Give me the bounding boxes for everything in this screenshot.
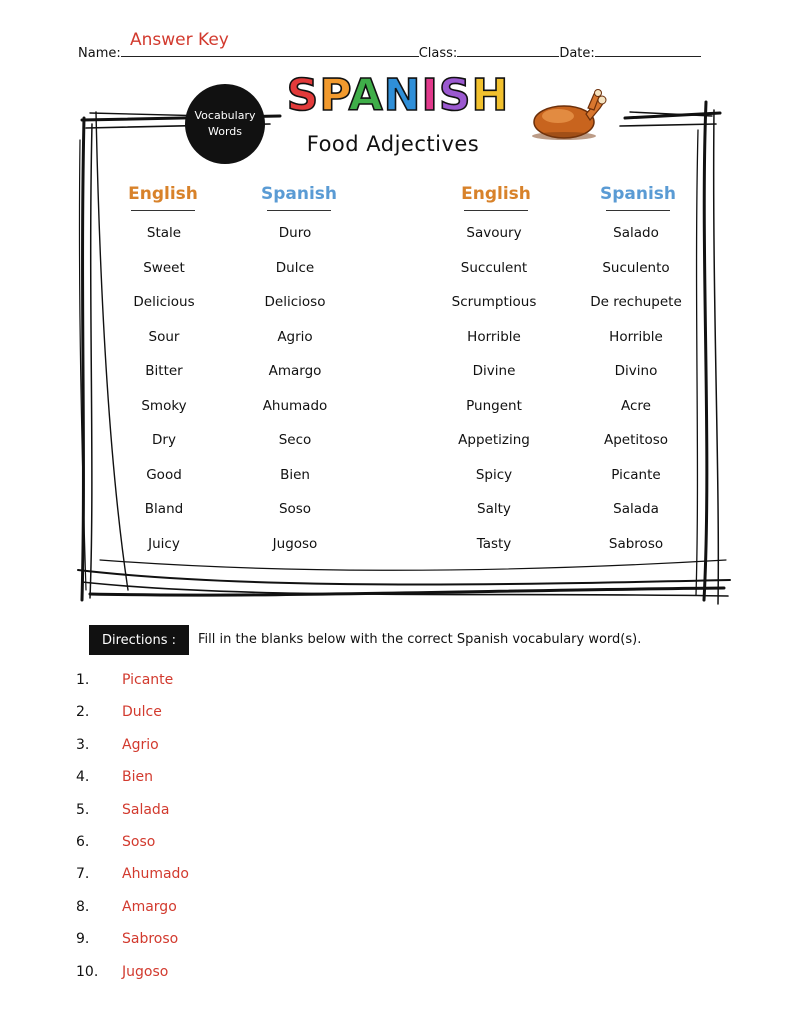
answer-row bbox=[76, 767, 189, 799]
vocab-word: Good bbox=[146, 466, 182, 483]
vocab-word: Duro bbox=[278, 225, 312, 241]
answer-row bbox=[76, 929, 189, 961]
vocab-word: Acre bbox=[621, 397, 651, 414]
answer-number: 4. bbox=[76, 769, 90, 786]
vocab-word: Ahumado bbox=[262, 397, 328, 414]
vocab-word: Jugoso bbox=[272, 535, 318, 552]
vocab-word: Succulent bbox=[460, 259, 528, 276]
vocab-word: Apetitoso bbox=[604, 432, 668, 448]
column-header-spanish-1: Spanish bbox=[260, 184, 338, 204]
vocab-word: Stale bbox=[146, 225, 182, 241]
date-label: Date: bbox=[559, 46, 595, 61]
column-header-spanish-2: Spanish bbox=[599, 184, 677, 204]
directions-label: Directions : bbox=[89, 625, 189, 655]
title-letter: S bbox=[438, 70, 472, 121]
vocab-word: Pungent bbox=[466, 397, 522, 414]
answer-row bbox=[76, 897, 189, 929]
answer-row bbox=[76, 800, 189, 832]
vocab-word: Horrible bbox=[467, 328, 521, 345]
answer-list bbox=[76, 670, 189, 994]
vocab-word: Bien bbox=[280, 466, 310, 483]
vocab-word: Salado bbox=[613, 225, 659, 241]
english-column-2 bbox=[429, 223, 559, 568]
answer-row bbox=[76, 962, 189, 994]
answer-word[interactable]: Bien bbox=[122, 769, 153, 786]
answer-word[interactable]: Dulce bbox=[122, 704, 162, 721]
spanish-column-2 bbox=[570, 223, 702, 568]
vocab-word: Salada bbox=[613, 501, 659, 517]
answer-key-label: Answer Key bbox=[130, 30, 229, 50]
title-letter: H bbox=[471, 70, 510, 121]
page-subtitle: Food Adjectives bbox=[306, 132, 480, 156]
answer-row bbox=[76, 832, 189, 864]
badge-line-1: Vocabulary bbox=[194, 109, 256, 122]
title-letter: I bbox=[421, 70, 439, 121]
page-title bbox=[278, 70, 518, 121]
class-label: Class: bbox=[418, 46, 458, 61]
vocab-word: Salty bbox=[477, 501, 511, 517]
answer-number: 5. bbox=[76, 801, 90, 818]
answer-word[interactable]: Ahumado bbox=[122, 866, 189, 883]
answer-number: 10. bbox=[76, 963, 99, 980]
vocab-word: Amargo bbox=[268, 363, 322, 379]
vocab-word: Suculento bbox=[602, 259, 670, 276]
answer-word[interactable]: Agrio bbox=[122, 736, 159, 753]
answer-word[interactable]: Sabroso bbox=[122, 931, 179, 948]
answer-number: 9. bbox=[76, 931, 90, 948]
vocab-word: Soso bbox=[278, 501, 312, 517]
title-letter: A bbox=[348, 70, 384, 121]
vocab-word: Bitter bbox=[145, 363, 183, 379]
column-header-english-2: English bbox=[461, 184, 531, 204]
title-letter: S bbox=[286, 70, 320, 121]
vocab-word: Horrible bbox=[609, 328, 663, 345]
vocab-word: Sabroso bbox=[608, 535, 664, 552]
directions-text: Fill in the blanks below with the correct Spanish vocabulary word(s). bbox=[198, 632, 642, 647]
vocab-word: Scrumptious bbox=[451, 294, 537, 310]
vocab-word: Tasty bbox=[476, 535, 512, 552]
answer-number: 6. bbox=[76, 833, 90, 850]
name-label: Name: bbox=[78, 46, 121, 61]
vocab-word: Delicioso bbox=[264, 294, 326, 310]
vocab-word: Sour bbox=[148, 328, 180, 345]
answer-number: 7. bbox=[76, 866, 90, 883]
column-underline bbox=[464, 210, 528, 211]
column-header-english-1: English bbox=[128, 184, 198, 204]
answer-row bbox=[76, 670, 189, 702]
roast-turkey-icon bbox=[528, 88, 608, 142]
vocab-word: Divino bbox=[614, 363, 658, 379]
answer-number: 3. bbox=[76, 736, 90, 753]
answer-word[interactable]: Jugoso bbox=[122, 963, 169, 980]
column-underline bbox=[606, 210, 670, 211]
title-letter: P bbox=[319, 70, 349, 121]
answer-row bbox=[76, 702, 189, 734]
spanish-column-1 bbox=[230, 223, 360, 568]
vocab-word: Picante bbox=[611, 466, 661, 483]
answer-word[interactable]: Salada bbox=[122, 801, 170, 818]
vocab-word: Appetizing bbox=[458, 432, 530, 448]
vocab-word: Smoky bbox=[141, 397, 187, 414]
answer-word[interactable]: Picante bbox=[122, 672, 174, 688]
vocab-word: Bland bbox=[144, 501, 184, 517]
vocab-word: Spicy bbox=[475, 466, 513, 483]
answer-row bbox=[76, 864, 189, 896]
vocab-word: Juicy bbox=[148, 535, 180, 552]
vocab-word: Delicious bbox=[133, 294, 195, 310]
english-column-1 bbox=[99, 223, 229, 568]
badge-line-2: Words bbox=[207, 125, 242, 138]
answer-word[interactable]: Soso bbox=[122, 833, 156, 850]
vocabulary-words-badge bbox=[185, 84, 265, 164]
answer-number: 2. bbox=[76, 704, 90, 721]
vocab-word: Agrio bbox=[277, 328, 313, 345]
vocab-word: Dulce bbox=[275, 259, 315, 276]
vocab-word: Seco bbox=[278, 432, 312, 448]
answer-row bbox=[76, 735, 189, 767]
answer-word[interactable]: Amargo bbox=[122, 898, 177, 915]
title-letter: N bbox=[383, 70, 422, 121]
column-underline bbox=[267, 210, 331, 211]
column-underline bbox=[131, 210, 195, 211]
vocab-word: Dry bbox=[152, 432, 176, 448]
answer-number: 8. bbox=[76, 898, 90, 915]
vocab-word: Savoury bbox=[466, 225, 522, 241]
vocab-word: De rechupete bbox=[590, 294, 682, 310]
vocab-word: Divine bbox=[472, 363, 516, 379]
vocab-word: Sweet bbox=[143, 259, 185, 276]
answer-number: 1. bbox=[76, 672, 90, 688]
